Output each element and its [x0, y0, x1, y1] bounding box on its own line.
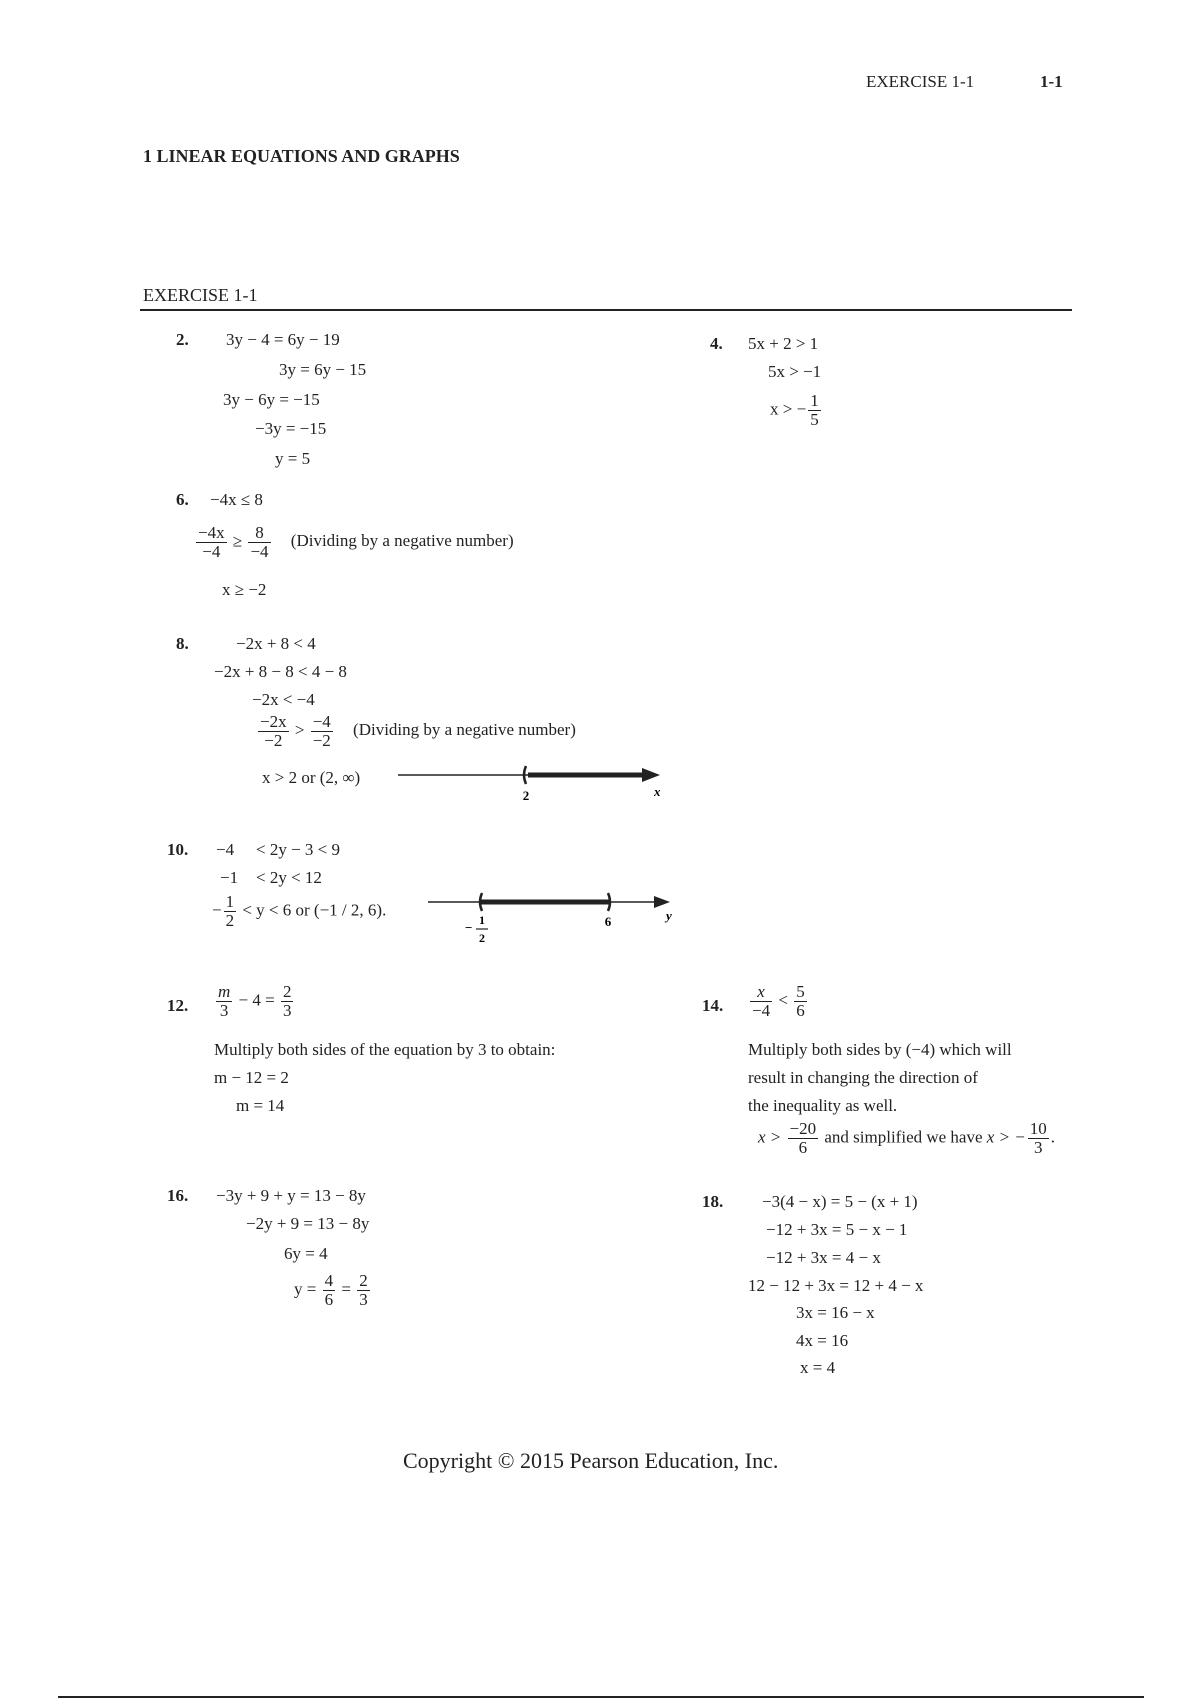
explanation-text: Multiply both sides by (−4) which will: [748, 1040, 1012, 1059]
number-line: [398, 760, 668, 808]
step-line: $\frac{-4x}{-4}$ ≥ $\frac{8}{-4}$ (Dividing by a negative number): [198, 523, 514, 561]
explanation-text: result in changing the direction of: [748, 1068, 978, 1087]
problem-number: 2.: [176, 330, 189, 349]
step-line: 3y − 6y = −15: [223, 390, 320, 409]
step-line: −3(4 − x) = 5 − (x + 1): [762, 1192, 918, 1211]
step-line: 3y − 4 = 6y − 19: [226, 330, 340, 349]
explanation-text: Multiply both sides of the equation by 3 to obtain:: [214, 1040, 556, 1059]
step-line: x > 2 or (2, ∞): [262, 768, 361, 787]
problem-number: 12.: [167, 996, 189, 1015]
step-line: −12 + 3x = 5 − x − 1: [766, 1220, 908, 1239]
step-line: −3y + 9 + y = 13 − 8y: [216, 1186, 366, 1205]
step-line: 3x = 16 − x: [796, 1303, 875, 1322]
exercise-title: EXERCISE 1-1: [143, 285, 258, 305]
arrow-right-icon: [654, 896, 670, 908]
step-line: −2x + 8 < 4: [236, 634, 316, 653]
tick-label: 2: [479, 931, 485, 945]
problem-number: 6.: [176, 490, 189, 509]
number-line: [428, 888, 678, 950]
step-line: −12 + 3x = 4 − x: [766, 1248, 881, 1267]
note: (Dividing by a negative number): [290, 531, 514, 551]
step-line: $\frac{x}{-4}$ < $\frac{5}{6}$: [752, 982, 805, 1020]
step-line: − $\frac{1}{2}$ < y < 6 or (−1 / 2, 6).: [212, 892, 387, 930]
explanation-text: the inequality as well.: [748, 1096, 898, 1115]
step-line: y = 5: [275, 449, 311, 468]
problem-number: 8.: [176, 634, 189, 653]
step-line: y = $\frac{4}{6}$ = $\frac{2}{3}$: [294, 1271, 368, 1309]
step-line: −2x + 8 − 8 < 4 − 8: [214, 662, 347, 681]
note: (Dividing by a negative number): [353, 720, 576, 740]
step-line: m = 14: [236, 1096, 285, 1115]
page-number: 1-1: [1040, 72, 1063, 91]
problem-number: 14.: [702, 996, 724, 1015]
step-line: −3y = −15: [255, 419, 327, 438]
chapter-title: 1 LINEAR EQUATIONS AND GRAPHS: [143, 146, 460, 166]
problem-number: 4.: [710, 334, 723, 353]
arrow-right-icon: [642, 768, 660, 782]
step-line: −2x < −4: [252, 690, 315, 709]
step-line: 4x = 16: [796, 1331, 849, 1350]
running-header-section: EXERCISE 1-1: [866, 72, 975, 91]
step-line: −4x ≤ 8: [210, 490, 263, 509]
step-line: 12 − 12 + 3x = 12 + 4 − x: [748, 1276, 924, 1295]
step-line: 3y = 6y − 15: [279, 360, 367, 379]
step-line: −1: [220, 868, 239, 887]
problem-number: 10.: [167, 840, 189, 859]
step-line: x > $\frac{-20}{6}$ and simplified we have x > − $\frac{10}{3}$ .: [758, 1119, 1056, 1157]
footer-rule: [58, 1696, 1144, 1698]
step-line: < 2y − 3 < 9: [256, 840, 341, 859]
tick-label: 6: [604, 914, 612, 929]
step-line: 5x + 2 > 1: [748, 334, 819, 353]
tick-label: 2: [522, 788, 530, 803]
step-line: 5x > −1: [768, 362, 822, 381]
tick-label: −: [465, 920, 473, 935]
step-line: $\frac{-2x}{-2}$ > $\frac{-4}{-2}$ (Dividing by a negative number): [260, 712, 576, 750]
problem-number: 18.: [702, 1192, 724, 1211]
axis-label: x: [654, 784, 661, 799]
step-line: $\frac{m}{3}$ − 4 = $\frac{2}{3}$: [218, 982, 292, 1020]
step-line: x ≥ −2: [222, 580, 267, 599]
copyright-notice: Copyright © 2015 Pearson Education, Inc.: [403, 1448, 779, 1473]
step-line: −2y + 9 = 13 − 8y: [246, 1214, 370, 1233]
step-line: 6y = 4: [284, 1244, 328, 1263]
step-line: x > − $\frac{1}{5}$: [770, 391, 819, 429]
problem-number: 16.: [167, 1186, 189, 1205]
step-line: < 2y < 12: [256, 868, 322, 887]
step-line: x = 4: [800, 1358, 836, 1377]
step-line: m − 12 = 2: [214, 1068, 289, 1087]
axis-label: y: [666, 908, 672, 923]
tick-label: 1: [479, 913, 485, 927]
exercise-title-rule: [140, 309, 1072, 311]
step-line: −4: [216, 840, 235, 859]
